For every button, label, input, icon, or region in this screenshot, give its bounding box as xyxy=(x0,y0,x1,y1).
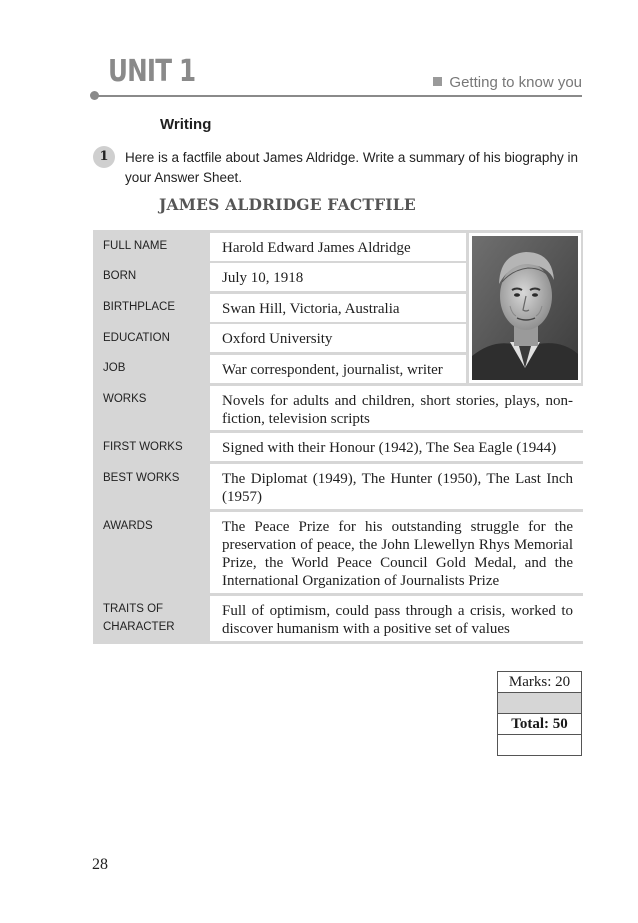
factfile-row-works xyxy=(93,383,583,430)
factfile-label: BEST WORKS xyxy=(103,472,180,484)
square-bullet-icon xyxy=(433,77,442,86)
factfile-value: Full of optimism, could pass through a crisis, worked to discover humanism with a positive set of values xyxy=(210,596,583,641)
page-number: 28 xyxy=(92,856,108,873)
factfile-label-line2: CHARACTER xyxy=(103,621,175,633)
marks-score-cell[interactable] xyxy=(498,693,582,714)
factfile-value: The Diplomat (1949), The Hunter (1950), The Last Inch (1957) xyxy=(210,464,583,509)
factfile-label: WORKS xyxy=(103,393,147,405)
section-tag xyxy=(433,74,582,92)
factfile-value: Signed with their Honour (1942), The Sea Eagle (1944) xyxy=(210,433,583,461)
factfile-label: FIRST WORKS xyxy=(103,441,183,453)
factfile-value: July 10, 1918 xyxy=(210,263,466,291)
factfile-table xyxy=(93,230,583,644)
factfile-label: JOB xyxy=(103,362,126,374)
factfile-label: FULL NAME xyxy=(103,240,168,252)
factfile-label: EDUCATION xyxy=(103,332,170,344)
factfile-value: Swan Hill, Victoria, Australia xyxy=(210,294,466,322)
factfile-value: Novels for adults and children, short stories, plays, non-fiction, television scripts xyxy=(210,386,583,430)
factfile-title: JAMES ALDRIDGE FACTFILE xyxy=(159,195,416,214)
factfile-row-best-works xyxy=(93,461,583,509)
task-instructions: Here is a factfile about James Aldridge. Write a summary of his biography in your Answer Sheet. xyxy=(125,150,578,185)
unit-title: UNIT 1 xyxy=(108,54,196,89)
factfile-row-traits xyxy=(93,593,583,644)
total-score-cell[interactable] xyxy=(498,735,582,756)
page-header xyxy=(0,0,638,110)
marks-cell: Marks: 20 xyxy=(498,672,582,693)
factfile-label-line1: TRAITS OF xyxy=(103,603,164,615)
factfile-value: War correspondent, journalist, writer xyxy=(210,355,466,383)
factfile-value: Harold Edward James Aldridge xyxy=(210,233,466,261)
marks-table xyxy=(497,671,582,756)
portrait-photo xyxy=(469,233,581,383)
total-cell: Total: 50 xyxy=(498,714,582,735)
factfile-row-awards xyxy=(93,509,583,593)
section-title: Getting to know you xyxy=(449,74,582,91)
factfile-label: BIRTHPLACE xyxy=(103,301,176,313)
header-rule xyxy=(94,95,582,97)
factfile-label: AWARDS xyxy=(103,520,153,532)
factfile-value: The Peace Prize for his outstanding struggle for the preservation of peace, the John Llewellyn Rhys Memorial Prize, the World Peace Council Gold Medal, and the International Organization of Journalists Prize xyxy=(210,512,583,593)
factfile-row-first-works xyxy=(93,430,583,461)
writing-heading: Writing xyxy=(160,116,212,133)
factfile-label: BORN xyxy=(103,270,137,282)
portrait-image xyxy=(472,236,578,380)
factfile-value: Oxford University xyxy=(210,324,466,352)
task-number-badge: 1 xyxy=(93,146,115,168)
